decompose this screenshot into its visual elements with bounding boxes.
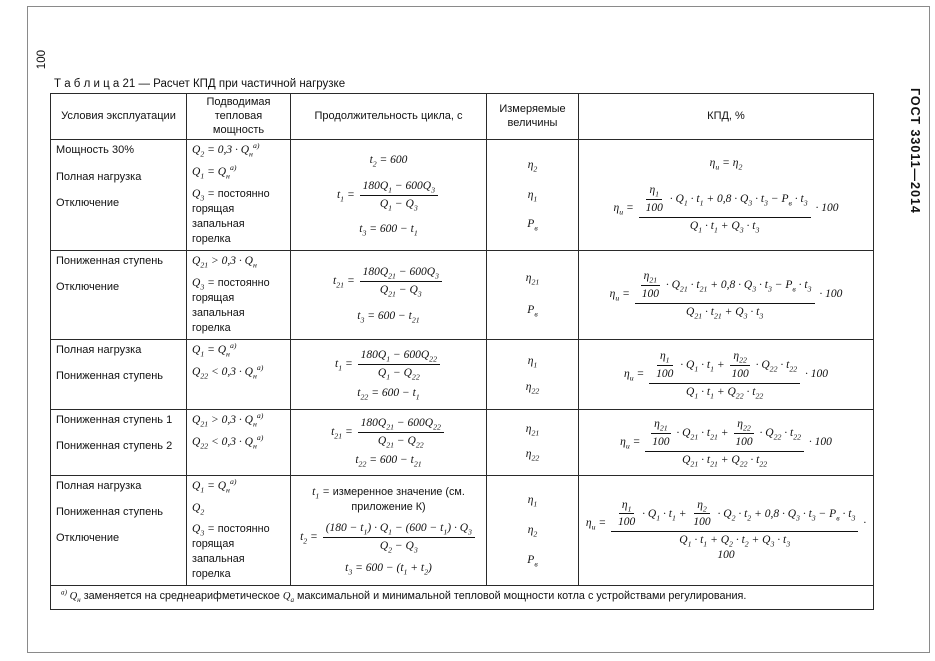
measured-line: $\eta_1$: [527, 188, 538, 203]
duration-line: $t_{22} = 600 - t_1$: [357, 386, 420, 401]
table-row: [51, 250, 874, 339]
measured-line: $\eta_{22}$: [525, 380, 540, 395]
efficiency-line: $\eta_u$ = $\frac{\eta_1}{100}$ · $Q_1 \cdot t_1$ + $\frac{\eta_2}{100}$ · $Q_2 \cdot t_2 + 0,8 \cdot Q_3 \cdot t_3 - P_в \cdot t_3$ $Q_1 \cdot t_1 + Q_2 \cdot t_2 + Q_3 \cdot t_3$ · 100: [585, 498, 867, 562]
measured-line: $\eta_1$: [527, 354, 538, 369]
cell-duration: [291, 140, 487, 251]
efficiency-line: $\eta_u$ = $\frac{\eta_1}{100}$ · $Q_1 \cdot t_1$ + $\frac{\eta_{22}}{100}$ · $Q_{22} \cdot t_{22}$ $Q_1 \cdot t_1 + Q_{22} \cdot t_{22}$ · 100: [624, 349, 828, 400]
fraction: $\frac{180Q_1 - 600Q_3}{Q_1 - Q_3}$: [360, 179, 438, 212]
cell-duration: [291, 409, 487, 475]
fraction: $\frac{\eta_{21}}{100}$ · $Q_{21} \cdot t_{21} + 0,8 \cdot Q_3 \cdot t_3 - P_в \cdot t_3$ $Q_{21} \cdot t_{21} + Q_3 \cdot t_3$: [635, 269, 815, 320]
cell-power: [187, 409, 291, 475]
duration-line: $t_{22} = 600 - t_{21}$: [355, 453, 422, 469]
column-header: Измеряемые величины: [487, 94, 579, 140]
fraction: $\frac{\eta_{22}}{100}$: [735, 417, 753, 448]
duration-line: $t_{21}$ = $\frac{180Q_{21} - 600Q_{22}}{Q_{21} - Q_{22}}$: [331, 416, 446, 449]
conditions-line: Полная нагрузка: [56, 170, 142, 183]
cell-conditions: [51, 339, 187, 409]
fraction: $\frac{\eta_{22}}{100}$: [731, 349, 749, 380]
power-line: $Q_1 = Q_н^{а)}$: [192, 476, 237, 494]
fraction: $\frac{\eta_1}{100}$ · $Q_1 \cdot t_1$ + $\frac{\eta_2}{100}$ · $Q_2 \cdot t_2 + 0,8 \cdot Q_3 \cdot t_3 - P_в \cdot t_3$ $Q_1 \cdot t_1 + Q_2 \cdot t_2 + Q_3 \cdot t_3$: [611, 498, 858, 549]
duration-line: $t_{21}$ = $\frac{180Q_{21} - 600Q_3}{Q_{21} - Q_3}$: [333, 265, 444, 298]
conditions-line: Отключение: [56, 196, 120, 209]
power-line: $Q_{22} < 0,3 \cdot Q_н^{а)}$: [192, 362, 264, 380]
efficiency-line: $\eta_u$ = $\frac{\eta_{21}}{100}$ · $Q_{21} \cdot t_{21}$ + $\frac{\eta_{22}}{100}$ · $Q_{22} \cdot t_{22}$ $Q_{21} \cdot t_{21} + Q_{22} \cdot t_{22}$ · 100: [620, 417, 832, 468]
duration-line: $t_3 = 600 - (t_1 + t_2)$: [345, 561, 432, 577]
efficiency-line: $\eta_u = \eta_2$: [709, 156, 743, 172]
power-line: $Q_3$ = постоянно горящая запальная горелка: [192, 523, 270, 581]
duration-line: $t_2 = 600$: [369, 154, 408, 169]
power-line: $Q_2 = 0,3 \cdot Q_н^{а)}$: [192, 141, 260, 159]
table-body: [51, 140, 874, 586]
conditions-line: Полная нагрузка: [56, 479, 142, 492]
duration-line: $t_3 = 600 - t_{21}$: [357, 310, 420, 325]
cell-power: [187, 140, 291, 251]
power-line: $Q_1 = Q_н^{а)}$: [192, 340, 237, 358]
measured-line: $P_в$: [527, 553, 538, 568]
power-line: $Q_2$: [192, 501, 205, 516]
conditions-line: Мощность 30%: [56, 144, 134, 157]
column-header: Условия эксплуатации: [51, 94, 187, 140]
plain-text: постоянно горящая запальная горелка: [192, 523, 270, 581]
measured-line: $\eta_2$: [527, 158, 538, 174]
measured-line: $\eta_2$: [527, 523, 538, 539]
fraction: $\frac{\eta_{21}}{100}$: [652, 417, 670, 448]
conditions-line: Отключение: [56, 532, 120, 545]
cell-conditions: [51, 250, 187, 339]
fraction: $\frac{\eta_{21}}{100}$: [641, 270, 659, 301]
efficiency-line: $\eta_u$ = $\frac{\eta_{21}}{100}$ · $Q_{21} \cdot t_{21} + 0,8 \cdot Q_3 \cdot t_3 - P_в \cdot t_3$ $Q_{21} \cdot t_{21} + Q_3 \cdot t_3$ · 100: [609, 270, 843, 321]
duration-line: $t_1$ = измеренное значение (см. приложение К): [312, 486, 465, 513]
gost-side-label: ГОСТ 33011—2014: [908, 88, 922, 214]
power-line: $Q_3$ = постоянно горящая запальная горелка: [192, 188, 270, 245]
partial-load-efficiency-table: [50, 93, 874, 610]
fraction: $\frac{\eta_1}{100}$: [645, 184, 663, 215]
column-header: Подводимая тепловая мощность: [187, 94, 291, 140]
fraction: $\frac{180Q_{21} - 600Q_3}{Q_{21} - Q_3}$: [360, 265, 442, 298]
power-line: $Q_1 = Q_н^{а)}$: [192, 163, 237, 181]
fraction: $\frac{\eta_{21}}{100}$ · $Q_{21} \cdot t_{21}$ + $\frac{\eta_{22}}{100}$ · $Q_{22} \cdot t_{22}$ $Q_{21} \cdot t_{21} + Q_{22} \cdot t_{22}$: [645, 417, 804, 468]
cell-conditions: [51, 409, 187, 475]
fraction: $\frac{\eta_1}{100}$ · $Q_1 \cdot t_1 + 0,8 \cdot Q_3 \cdot t_3 - P_в \cdot t_3$ $Q_1 \cdot t_1 + Q_3 \cdot t_3$: [639, 183, 811, 234]
measured-line: $P_в$: [527, 218, 538, 233]
fraction: $\frac{180Q_{21} - 600Q_{22}}{Q_{21} - Q_{22}}$: [358, 416, 444, 449]
power-line: $Q_3$ = постоянно горящая запальная горелка: [192, 276, 270, 334]
page-content: [50, 78, 873, 610]
footnote: $^{а)}$ $Q_н$ заменяется на среднеарифметическое $Q_а$ максимальной и минимальной тепловой мощности котла с устройствами регулирования.: [51, 586, 874, 610]
measured-line: $\eta_{21}$: [525, 272, 540, 287]
table-row: [51, 339, 874, 409]
page-number: 100: [36, 50, 48, 70]
cell-measured: [487, 475, 579, 586]
measured-line: $\eta_{21}$: [525, 423, 540, 438]
plain-text: максимальной и минимальной тепловой мощности котла с устройствами регулирования.: [294, 590, 747, 603]
cell-conditions: [51, 475, 187, 586]
conditions-line: Пониженная ступень: [56, 254, 164, 267]
cell-efficiency: [579, 475, 874, 586]
efficiency-line: $\eta_u$ = $\frac{\eta_1}{100}$ · $Q_1 \cdot t_1 + 0,8 \cdot Q_3 \cdot t_3 - P_в \cdot t_3$ $Q_1 \cdot t_1 + Q_3 \cdot t_3$ · 100: [613, 184, 839, 235]
conditions-line: Пониженная ступень: [56, 505, 164, 518]
cell-duration: [291, 339, 487, 409]
fraction: $\frac{180Q_1 - 600Q_{22}}{Q_1 - Q_{22}}$: [358, 348, 440, 381]
conditions-line: Полная нагрузка: [56, 343, 142, 356]
power-line: $Q_{22} < 0,3 \cdot Q_н^{а)}$: [192, 432, 264, 450]
duration-line: $t_2$ = $\frac{(180 - t_1) \cdot Q_1 - (600 - t_1) \cdot Q_3}{Q_2 - Q_3}$: [300, 521, 477, 554]
duration-line: $t_3 = 600 - t_1$: [359, 222, 418, 238]
duration-line: $t_1$ = $\frac{180Q_1 - 600Q_{22}}{Q_1 - Q_{22}}$: [335, 348, 442, 381]
power-line: $Q_{21} > 0,3 \cdot Q_н^{а)}$: [192, 410, 264, 428]
cell-power: [187, 250, 291, 339]
table-row: [51, 140, 874, 251]
fraction: $\frac{(180 - t_1) \cdot Q_1 - (600 - t_1) \cdot Q_3}{Q_2 - Q_3}$: [323, 521, 475, 554]
conditions-line: Пониженная ступень 1: [56, 413, 173, 426]
conditions-line: Пониженная ступень 2: [56, 439, 173, 452]
table-header-row: [51, 94, 874, 140]
cell-measured: [487, 339, 579, 409]
conditions-line: Отключение: [56, 281, 120, 294]
cell-efficiency: [579, 339, 874, 409]
cell-measured: [487, 409, 579, 475]
power-line: $Q_{21} > 0,3 \cdot Q_н$: [192, 254, 257, 270]
fraction: $\frac{\eta_1}{100}$ · $Q_1 \cdot t_1$ + $\frac{\eta_{22}}{100}$ · $Q_{22} \cdot t_{22}$ $Q_1 \cdot t_1 + Q_{22} \cdot t_{22}$: [649, 349, 800, 400]
table-row: [51, 409, 874, 475]
footnote-row: [51, 586, 874, 610]
table-row: [51, 475, 874, 586]
measured-line: $P_в$: [527, 304, 538, 319]
duration-line: $t_1$ = $\frac{180Q_1 - 600Q_3}{Q_1 - Q_3}$: [337, 179, 440, 212]
conditions-line: Пониженная ступень: [56, 369, 164, 382]
cell-measured: [487, 250, 579, 339]
plain-text: измеренное значение (см. приложение К): [332, 486, 465, 513]
measured-line: $\eta_1$: [527, 494, 538, 509]
plain-text: постоянно горящая запальная горелка: [192, 276, 270, 334]
cell-efficiency: [579, 409, 874, 475]
cell-power: [187, 475, 291, 586]
table-caption: Т а б л и ц а 21 — Расчет КПД при частичной нагрузке: [54, 78, 346, 90]
cell-power: [187, 339, 291, 409]
cell-duration: [291, 475, 487, 586]
plain-text: постоянно горящая запальная горелка: [192, 188, 270, 245]
cell-efficiency: [579, 140, 874, 251]
measured-line: $\eta_{22}$: [525, 447, 540, 463]
cell-measured: [487, 140, 579, 251]
cell-efficiency: [579, 250, 874, 339]
fraction: $\frac{\eta_1}{100}$: [656, 349, 674, 380]
plain-text: заменяется на среднеарифметическое: [80, 590, 283, 603]
fraction: $\frac{\eta_1}{100}$: [618, 498, 636, 529]
fraction: $\frac{\eta_2}{100}$: [693, 498, 711, 529]
column-header: Продолжительность цикла, с: [291, 94, 487, 140]
cell-conditions: [51, 140, 187, 251]
column-header: КПД, %: [579, 94, 874, 140]
cell-duration: [291, 250, 487, 339]
